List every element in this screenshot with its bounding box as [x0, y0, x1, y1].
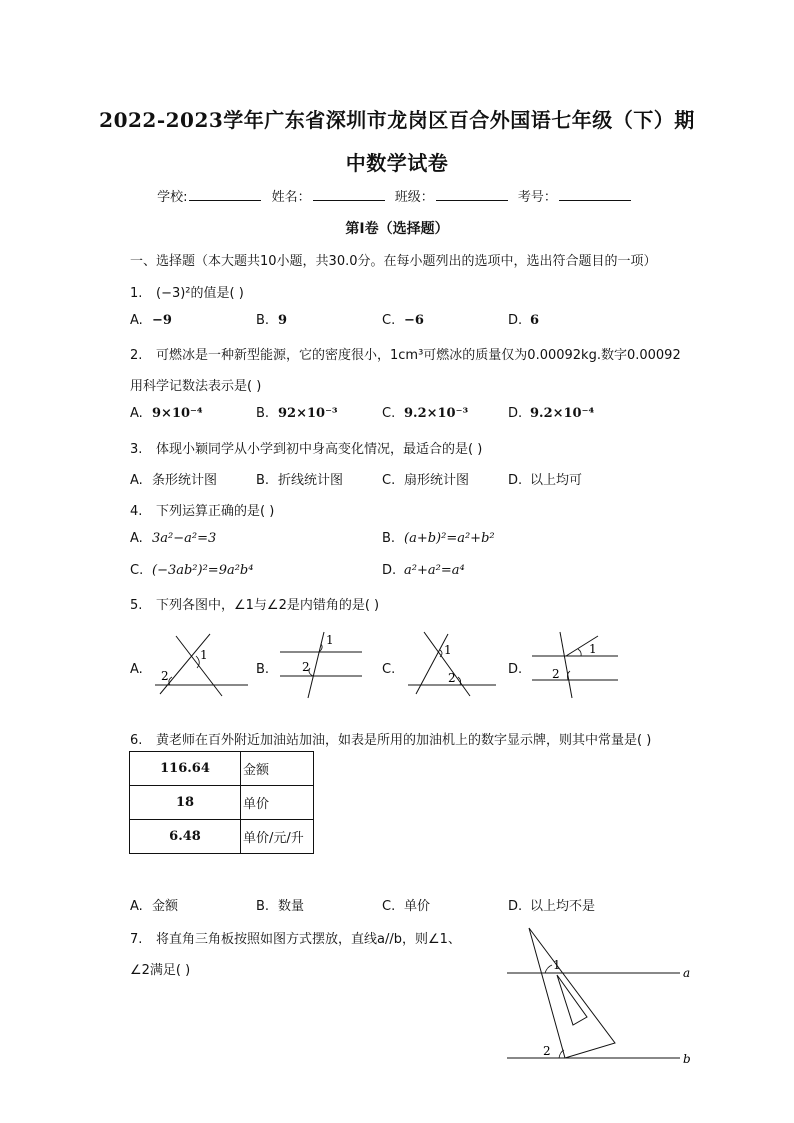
angle-2-mark: 2 [543, 1044, 551, 1058]
q4-option-d: D. a²+a²=a⁴ [382, 563, 465, 578]
q5-option-a-label: A. [130, 662, 143, 677]
q2-option-b: B. 92×10⁻³ [256, 406, 338, 421]
table-row [130, 786, 314, 820]
table-row [130, 820, 314, 854]
question-3 [130, 438, 482, 457]
question-number: 1. [130, 286, 143, 301]
q5-option-b-label: B. [256, 662, 270, 677]
q5-figure-d [528, 628, 622, 700]
name-blank [313, 188, 385, 201]
q1-option-c: C. −6 [382, 313, 424, 328]
q3-option-a: A. 条形统计图 [130, 473, 218, 488]
angle-2-mark: 2 [302, 660, 310, 674]
question-7 [130, 928, 461, 947]
name-label: 姓名： [271, 190, 311, 205]
part1-instructions: 一、选择题（本大题共10小题，共30.0分。在每小题列出的选项中，选出符合题目的一项） [130, 254, 657, 269]
exam-no-blank [559, 188, 631, 201]
q5-option-d-label: D. [508, 662, 523, 677]
question-5 [130, 594, 379, 613]
question-number: 5. [130, 598, 143, 613]
q3-option-d: D. 以上均可 [508, 473, 583, 488]
q1-option-b: B. 9 [256, 313, 288, 328]
q3-option-b: B. 折线统计图 [256, 473, 344, 488]
question-stem: 可燃冰是一种新型能源，它的密度很小，1cm³可燃冰的质量仅为0.00092kg.数字0.00092 [156, 348, 681, 363]
question-stem: 下列运算正确的是( ) [156, 504, 275, 519]
q6-option-a: A. 金额 [130, 899, 179, 914]
q2-option-a: A. 9×10⁻⁴ [130, 406, 203, 421]
q1-option-a: A. −9 [130, 313, 172, 328]
q6-option-c: C. 单价 [382, 899, 431, 914]
table-cell-label: 单价/元/升 [241, 820, 314, 854]
exam-title-line2: 中数学试卷 [345, 151, 449, 175]
exam-no-label: 考号： [517, 190, 557, 205]
q4-option-b: B. (a+b)²=a²+b² [382, 531, 495, 546]
table-cell-value: 116.64 [130, 752, 241, 786]
q5-figure-a [150, 628, 250, 700]
question-stem: (−3)²的值是( ) [156, 286, 244, 301]
angle-1-mark: 1 [326, 633, 334, 647]
q6-option-d: D. 以上均不是 [508, 899, 596, 914]
table-cell-label: 金额 [241, 752, 314, 786]
school-blank [189, 188, 261, 201]
q3-option-c: C. 扇形统计图 [382, 473, 470, 488]
q5-option-c-label: C. [382, 662, 396, 677]
line-b-label: b [683, 1052, 691, 1066]
q2-option-d: D. 9.2×10⁻⁴ [508, 406, 595, 421]
q1-option-d: D. 6 [508, 313, 540, 328]
class-blank [436, 188, 508, 201]
angle-2-mark: 2 [161, 669, 169, 683]
question-6 [130, 729, 651, 748]
student-info-row [0, 186, 794, 205]
table-cell-value: 6.48 [130, 820, 241, 854]
question-stem: 黄老师在百外附近加油站加油，如表是所用的加油机上的数字显示牌，则其中常量是( ) [156, 733, 652, 748]
table-cell-value: 18 [130, 786, 241, 820]
question-stem: 体现小颖同学从小学到初中身高变化情况，最适合的是( ) [156, 442, 483, 457]
angle-2-mark: 2 [448, 671, 456, 685]
q5-figure-c [404, 628, 498, 700]
question-2 [130, 344, 681, 363]
question-7-stem-cont: ∠2满足( ) [130, 963, 191, 978]
angle-2-mark: 2 [552, 667, 560, 681]
q4-option-a: A. 3a²−a²=3 [130, 531, 217, 546]
line-a-label: a [683, 966, 691, 980]
q7-triangle-figure [505, 925, 700, 1070]
question-number: 2. [130, 348, 143, 363]
question-1 [130, 282, 244, 301]
q5-figure-b [276, 628, 366, 700]
angle-1-mark: 1 [589, 642, 597, 656]
question-stem: 下列各图中，∠1与∠2是内错角的是( ) [156, 598, 380, 613]
section-heading: 第I卷（选择题） [345, 221, 449, 237]
angle-1-mark: 1 [553, 958, 561, 972]
class-label: 班级： [394, 190, 434, 205]
fuel-pump-display-table [129, 751, 314, 854]
question-number: 7. [130, 932, 143, 947]
question-stem: 将直角三角板按照如图方式摆放，直线a//b，则∠1、 [156, 932, 461, 947]
question-number: 3. [130, 442, 143, 457]
table-cell-label: 单价 [241, 786, 314, 820]
table-row [130, 752, 314, 786]
school-label: 学校: [157, 190, 188, 205]
angle-1-mark: 1 [200, 648, 208, 662]
q2-option-c: C. 9.2×10⁻³ [382, 406, 469, 421]
question-number: 4. [130, 504, 143, 519]
exam-title-line1: 2022-2023学年广东省深圳市龙岗区百合外国语七年级（下）期 [99, 108, 695, 132]
angle-1-mark: 1 [444, 643, 452, 657]
q6-option-b: B. 数量 [256, 899, 305, 914]
q4-option-c: C. (−3ab²)²=9a²b⁴ [130, 563, 254, 578]
question-2-stem-cont: 用科学记数法表示是( ) [130, 379, 262, 394]
question-4 [130, 500, 274, 519]
question-number: 6. [130, 733, 143, 748]
